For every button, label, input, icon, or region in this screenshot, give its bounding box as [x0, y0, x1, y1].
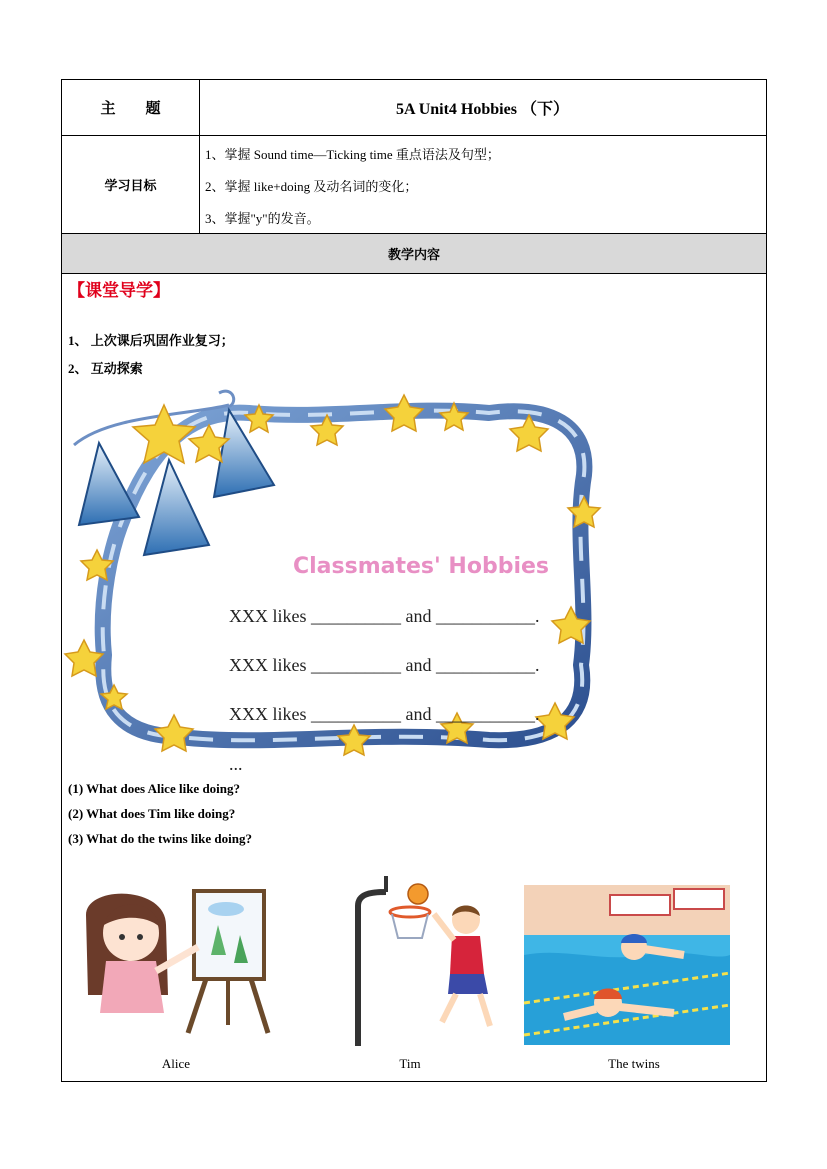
subject-label: 主 题 — [62, 80, 200, 135]
swimming-twins-icon — [524, 885, 730, 1045]
goals-cell — [199, 136, 766, 233]
frame-line-1: XXX likes __________ and ___________. — [229, 606, 540, 626]
subject-row — [62, 80, 766, 136]
lesson-table — [61, 79, 767, 1082]
question-1: (1) What does Alice like doing? — [68, 781, 241, 796]
list-item: 2、 互动探索 — [68, 361, 143, 376]
painting-girl-icon — [76, 885, 276, 1035]
question-3: (3) What do the twins like doing? — [68, 831, 252, 846]
caption-alice: Alice — [161, 1056, 191, 1071]
frame-line-3: XXX likes __________ and ___________. — [229, 704, 540, 724]
basketball-boy-icon — [350, 866, 510, 1046]
goal-item-2: 2、掌握 like+doing 及动名词的变化； — [205, 179, 418, 194]
frame-title: Classmates' Hobbies — [293, 554, 549, 579]
caption-twins: The twins — [608, 1056, 660, 1071]
ribbon-frame-icon — [69, 385, 601, 774]
frame-ellipsis: ... — [229, 754, 243, 774]
list-item: 1、 上次课后巩固作业复习； — [68, 333, 234, 348]
hobbies-frame — [69, 385, 601, 774]
question-2: (2) What does Tim like doing? — [68, 806, 236, 821]
goals-label: 学习目标 — [62, 136, 200, 233]
section-title: 【课堂导学】 — [68, 281, 170, 301]
caption-tim: Tim — [399, 1056, 421, 1071]
goal-item-3: 3、掌握"y"的发音。 — [205, 211, 320, 226]
goals-row — [62, 136, 766, 234]
lesson-title: 5A Unit4 Hobbies （下） — [396, 101, 569, 118]
subject-value-cell — [199, 80, 766, 135]
content-band: 教学内容 — [62, 234, 766, 274]
goal-item-1: 1、掌握 Sound time—Ticking time 重点语法及句型； — [205, 147, 500, 162]
frame-line-2: XXX likes __________ and ___________. — [229, 655, 540, 675]
